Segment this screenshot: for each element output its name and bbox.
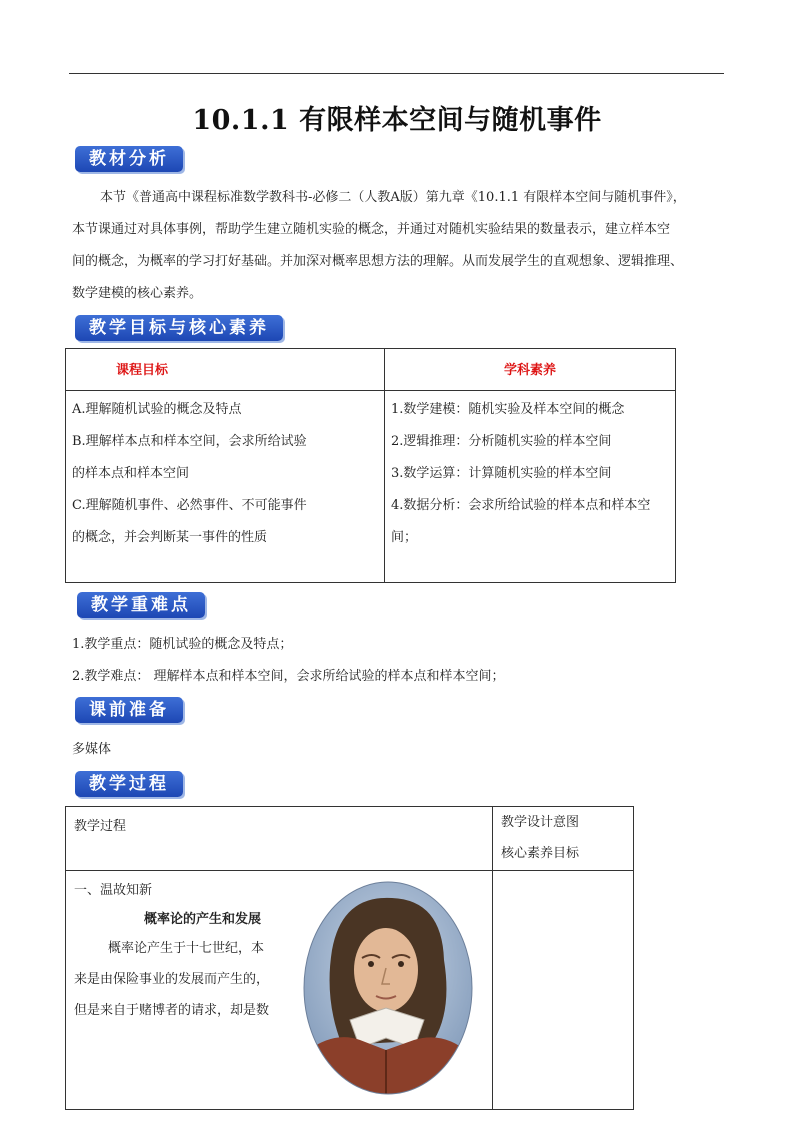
- key-point-line: 1.教学重点：随机试验的概念及特点；: [72, 637, 293, 652]
- section-badge-process: 教学过程: [75, 771, 183, 797]
- subsection-title: 一、温故知新: [74, 883, 153, 898]
- analysis-line: 数学建模的核心素养。: [72, 286, 203, 301]
- reading-line: 来是由保险事业的发展而产生的，: [74, 972, 270, 987]
- subject-literacy-header: 学科素养: [503, 363, 556, 378]
- difficulty-line: 2.教学难点： 理解样本点和样本空间，会求所给试验的样本点和样本空间；: [72, 669, 505, 684]
- analysis-line: 本节《普通高中课程标准数学教科书-必修二（人教A版）第九章《10.1.1 有限样本空间与随机事件》，: [100, 190, 686, 205]
- literacy-item: 3.数学运算：计算随机实验的样本空间: [391, 466, 612, 481]
- design-content-cell: [493, 871, 634, 1110]
- reading-title: 概率论的产生和发展: [144, 912, 262, 927]
- reading-line: 但是来自于赌博者的请求，却是数: [74, 1003, 270, 1018]
- literacy-item: 1.数学建模：随机实验及样本空间的概念: [391, 402, 625, 417]
- section-badge-keypoints: 教学重难点: [77, 592, 205, 618]
- section-badge-goals: 教学目标与核心素养: [75, 315, 283, 341]
- literacy-cell: [385, 391, 676, 583]
- goals-header-cell: [66, 349, 385, 391]
- goal-item: 的样本点和样本空间: [72, 466, 190, 481]
- goal-item: C.理解随机事件、必然事件、不可能事件: [72, 498, 307, 513]
- goal-item: A.理解随机试验的概念及特点: [72, 402, 242, 417]
- goal-item: B.理解样本点和样本空间，会求所给试验: [72, 434, 307, 449]
- design-intent-header: 教学设计意图: [501, 815, 580, 830]
- header-rule: [69, 73, 724, 74]
- section-badge-prep: 课前准备: [75, 697, 183, 723]
- goals-header-cell: [385, 349, 676, 391]
- analysis-line: 本节课通过对具体事例，帮助学生建立随机实验的概念，并通过对随机实验结果的数量表示，建立样本空: [72, 222, 671, 237]
- process-header: 教学过程: [74, 819, 127, 834]
- literacy-item: 4.数据分析：会求所给试验的样本点和样本空间；: [391, 498, 651, 545]
- reading-line: 概率论产生于十七世纪，本: [108, 941, 265, 956]
- literacy-item: 2.逻辑推理：分析随机实验的样本空间: [391, 434, 612, 449]
- prep-text: 多媒体: [72, 742, 112, 757]
- goal-item: 的概念，并会判断某一事件的性质: [72, 530, 268, 545]
- course-goals-header: 课程目标: [116, 363, 169, 378]
- page-title: 10.1.1 有限样本空间与随机事件: [192, 105, 602, 136]
- core-literacy-header: 核心素养目标: [501, 846, 580, 861]
- portrait-image: [302, 880, 474, 1096]
- design-header-cell: [493, 807, 634, 871]
- goals-table: [65, 348, 676, 583]
- analysis-line: 间的概念，为概率的学习打好基础。并加深对概率思想方法的理解。从而发展学生的直观想象、逻辑推理、: [72, 254, 684, 269]
- process-header-cell: [66, 807, 493, 871]
- section-badge-analysis: 教材分析: [75, 146, 183, 172]
- course-goals-cell: [66, 391, 385, 583]
